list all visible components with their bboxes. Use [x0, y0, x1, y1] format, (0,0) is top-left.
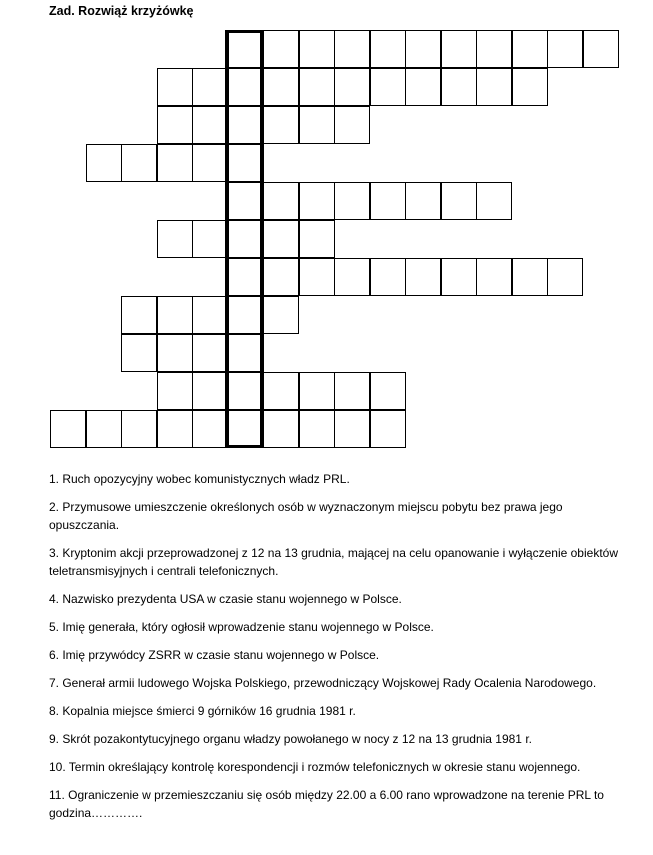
crossword-cell[interactable] [299, 220, 335, 258]
crossword-cell[interactable] [299, 410, 335, 448]
crossword-cell[interactable] [334, 410, 370, 448]
crossword-cell[interactable] [228, 372, 264, 410]
crossword-cell[interactable] [192, 68, 228, 106]
clue-list [49, 470, 629, 832]
crossword-cell[interactable] [157, 144, 193, 182]
crossword-cell[interactable] [405, 258, 441, 296]
crossword-cell[interactable] [370, 258, 406, 296]
crossword-cell[interactable] [192, 296, 228, 334]
crossword-cell[interactable] [228, 106, 264, 144]
crossword-cell[interactable] [192, 106, 228, 144]
crossword-cell[interactable] [263, 220, 299, 258]
crossword-cell[interactable] [334, 372, 370, 410]
crossword-cell[interactable] [476, 30, 512, 68]
crossword-cell[interactable] [192, 334, 228, 372]
crossword-cell[interactable] [299, 68, 335, 106]
crossword-cell[interactable] [334, 68, 370, 106]
crossword-cell[interactable] [512, 30, 548, 68]
crossword-cell[interactable] [512, 68, 548, 106]
clue-7: 7. Generał armii ludowego Wojska Polskiego, przewodniczący Wojskowej Rady Ocalenia Narodowego. [49, 676, 597, 690]
crossword-cell[interactable] [441, 182, 477, 220]
crossword-cell[interactable] [263, 68, 299, 106]
crossword-cell[interactable] [121, 334, 157, 372]
crossword-cell[interactable] [370, 372, 406, 410]
crossword-cell[interactable] [228, 182, 264, 220]
crossword-cell[interactable] [334, 182, 370, 220]
clue-1: 1. Ruch opozycyjny wobec komunistycznych władz PRL. [49, 472, 350, 486]
crossword-cell[interactable] [263, 182, 299, 220]
clue-8: 8. Kopalnia miejsce śmierci 9 górników 16 grudnia 1981 r. [49, 704, 356, 718]
clue-4: 4. Nazwisko prezydenta USA w czasie stanu wojennego w Polsce. [49, 592, 402, 606]
crossword-cell[interactable] [228, 334, 264, 372]
clue-6: 6. Imię przywódcy ZSRR w czasie stanu wojennego w Polsce. [49, 648, 380, 662]
clue-9: 9. Skrót pozakontytucyjnego organu władzy powołanego w nocy z 12 na 13 grudnia 1981 r. [49, 732, 532, 746]
crossword-cell[interactable] [370, 410, 406, 448]
clue-10: 10. Termin określający kontrolę korespondencji i rozmów telefonicznych w okresie stanu wojennego. [49, 760, 581, 774]
crossword-cell[interactable] [334, 30, 370, 68]
crossword-cell[interactable] [157, 372, 193, 410]
crossword-cell[interactable] [547, 30, 583, 68]
crossword-cell[interactable] [121, 144, 157, 182]
clue-5: 5. Imię generała, który ogłosił wprowadzenie stanu wojennego w Polsce. [49, 620, 434, 634]
crossword-cell[interactable] [263, 296, 299, 334]
crossword-cell[interactable] [192, 144, 228, 182]
crossword-cell[interactable] [263, 258, 299, 296]
crossword-cell[interactable] [263, 372, 299, 410]
crossword-cell[interactable] [228, 296, 264, 334]
crossword-cell[interactable] [263, 410, 299, 448]
crossword-cell[interactable] [583, 30, 619, 68]
crossword-cell[interactable] [476, 258, 512, 296]
crossword-cell[interactable] [405, 68, 441, 106]
crossword-cell[interactable] [157, 296, 193, 334]
crossword-cell[interactable] [228, 68, 264, 106]
crossword-cell[interactable] [476, 182, 512, 220]
crossword-cell[interactable] [192, 410, 228, 448]
crossword-cell[interactable] [228, 220, 264, 258]
clue-3: 3. Kryptonim akcji przeprowadzonej z 12 na 13 grudnia, mającej na celu opanowanie i wyłączenie obiektów teletransmisyjnych i centrali telefonicznych. [49, 546, 618, 578]
crossword-cell[interactable] [228, 144, 264, 182]
crossword-cell[interactable] [299, 30, 335, 68]
crossword-cell[interactable] [157, 106, 193, 144]
crossword-cell[interactable] [370, 68, 406, 106]
crossword-cell[interactable] [441, 30, 477, 68]
crossword-cell[interactable] [263, 30, 299, 68]
task-title: Zad. Rozwiąż krzyżówkę [49, 4, 194, 18]
crossword-cell[interactable] [370, 182, 406, 220]
crossword-cell[interactable] [192, 372, 228, 410]
crossword-cell[interactable] [121, 410, 157, 448]
crossword-cell[interactable] [86, 410, 122, 448]
crossword-cell[interactable] [299, 372, 335, 410]
crossword-cell[interactable] [228, 30, 264, 68]
crossword-cell[interactable] [228, 410, 264, 448]
crossword-cell[interactable] [547, 258, 583, 296]
crossword-cell[interactable] [334, 106, 370, 144]
crossword-cell[interactable] [157, 334, 193, 372]
crossword-cell[interactable] [441, 68, 477, 106]
crossword-cell[interactable] [157, 68, 193, 106]
crossword-cell[interactable] [334, 258, 370, 296]
crossword-cell[interactable] [512, 258, 548, 296]
crossword-cell[interactable] [157, 220, 193, 258]
crossword-cell[interactable] [228, 258, 264, 296]
crossword-cell[interactable] [299, 182, 335, 220]
clue-2: 2. Przymusowe umieszczenie określonych osób w wyznaczonym miejscu pobytu bez prawa jego opuszczania. [49, 500, 563, 532]
crossword-cell[interactable] [441, 258, 477, 296]
crossword-cell[interactable] [50, 410, 86, 448]
crossword-cell[interactable] [299, 106, 335, 144]
crossword-cell[interactable] [405, 30, 441, 68]
clue-11: 11. Ograniczenie w przemieszczaniu się osób między 22.00 a 6.00 rano wprowadzone na terenie PRL to godzina…………. [49, 788, 604, 820]
crossword-cell[interactable] [86, 144, 122, 182]
crossword-cell[interactable] [370, 30, 406, 68]
crossword-cell[interactable] [299, 258, 335, 296]
crossword-cell[interactable] [157, 410, 193, 448]
crossword-cell[interactable] [192, 220, 228, 258]
crossword-cell[interactable] [121, 296, 157, 334]
crossword-cell[interactable] [263, 106, 299, 144]
crossword-cell[interactable] [405, 182, 441, 220]
crossword-cell[interactable] [476, 68, 512, 106]
